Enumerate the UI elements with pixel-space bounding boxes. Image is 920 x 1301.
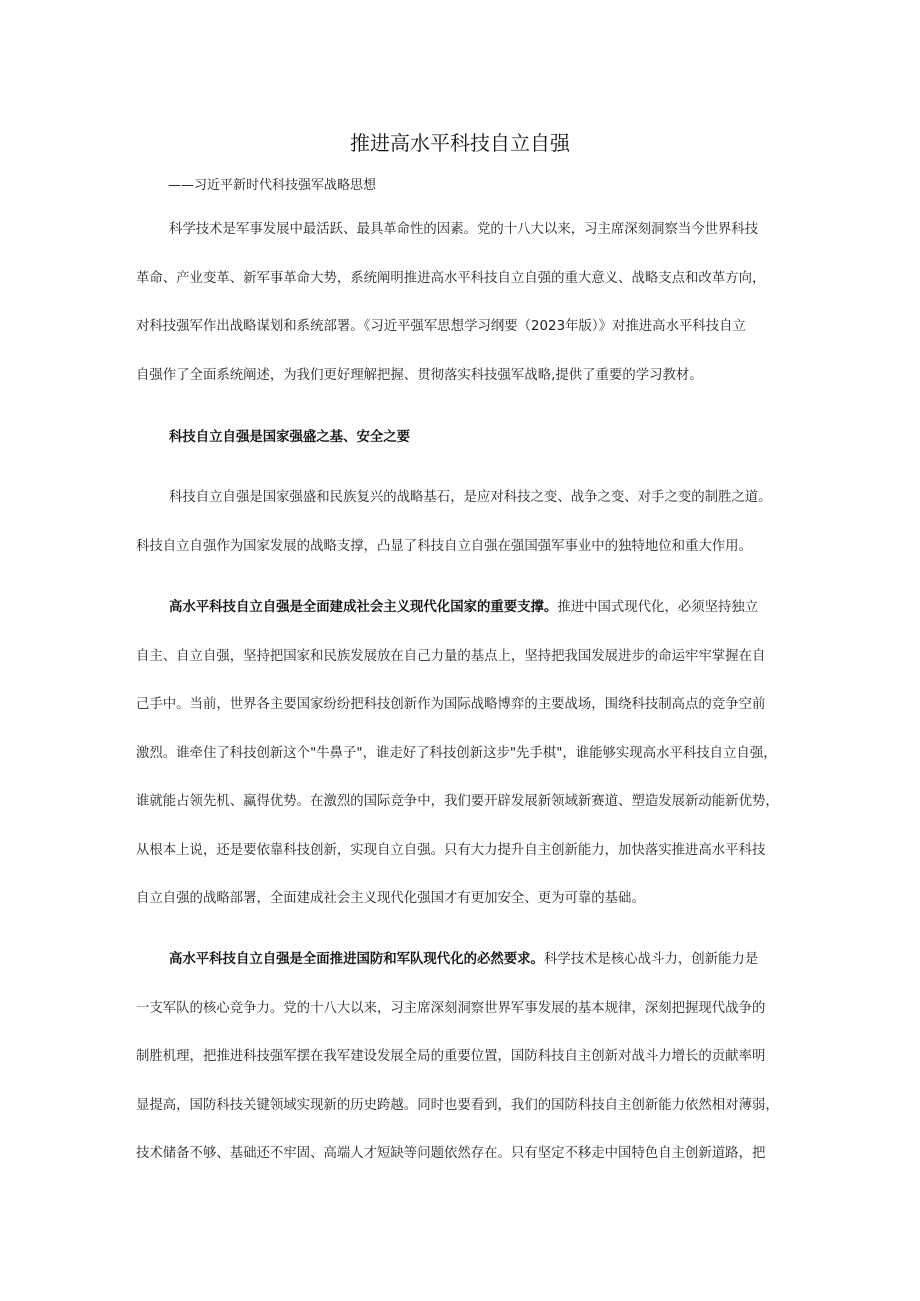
text-line: 自立自强的战略部署，全面建成社会主义现代化强国才有更加安全、更为可靠的基础。 [136,891,645,906]
text-line: 科学技术是军事发展中最活跃、最具革命性的因素。党的十八大以来，习主席深刻洞察当今世界科技 [169,222,759,237]
page-title: 推进高水平科技自立自强 [350,131,570,155]
text-line: 自主、自立自强，坚持把国家和民族发展放在自己力量的基点上，坚持把我国发展进步的命运牢牢掌握在自 [136,648,766,664]
text-line: 显提高，国防科技关键领域实现新的历史跨越。同时也要看到，我们的国防科技自主创新能力依然相对薄弱， [136,1097,779,1113]
intro-paragraph [136,206,786,400]
text-line: 技术储备不够、基础还不牢固、高端人才短缺等问题依然存在。只有坚定不移走中国特色自主创新道路，把 [136,1146,766,1161]
section-heading: 科技自立自强是国家强盛之基、安全之要 [169,430,411,445]
text-line: 科技自立自强是国家强盛和民族复兴的战略基石，是应对科技之变、战争之变、对手之变的制胜之道。 [169,490,772,505]
page-subtitle: ——习近平新时代科技强军战略思想 [168,178,377,193]
text-line: 谁就能占领先机、赢得优势。在激烈的国际竞争中，我们要开辟发展新领域新赛道、塑造发展新动能新优势， [136,794,779,809]
text-line [136,936,786,985]
text-line: 己手中。当前，世界各主要国家纷纷把科技创新作为国际战略博弈的主要战场，围绕科技制高点的竞争空前 [136,697,766,712]
text-line: 一支军队的核心竞争力。党的十八大以来，习主席深刻洞察世界军事发展的基本规律，深刻把握现代战争的 [136,1000,766,1016]
section-paragraph-2 [136,584,786,924]
text-line: 革命、产业变革、新军事革命大势，系统阐明推进高水平科技自立自强的重大意义、战略支点和改革方向， [136,270,766,286]
text-line: 自强作了全面系统阐述，为我们更好理解把握、贯彻落实科技强军战略,提供了重要的学习教材。 [136,367,703,383]
text-line: 从根本上说，还是要依靠科技创新，实现自立自强。只有大力提升自主创新能力，加快落实推进高水平科技 [136,842,766,858]
text-line: 激烈。谁牵住了科技创新这个"牛鼻子"，谁走好了科技创新这步"先手棋"，谁能够实现高水平科技自立自强， [136,745,777,761]
text-line: 科技自立自强作为国家发展的战略支撑，凸显了科技自立自强在强国强军事业中的独特地位和重大作用。 [136,538,752,554]
text-line [136,584,786,633]
section-paragraph-1 [136,474,786,571]
text-line: 制胜机理，把推进科技强军摆在我军建设发展全局的重要位置，国防科技自主创新对战斗力增长的贡献率明 [136,1049,766,1064]
lead-rest: 科学技术是核心战斗力，创新能力是 [543,952,759,967]
bold-lead: 高水平科技自立自强是全面建成社会主义现代化国家的重要支撑。 [169,600,558,615]
text-line: 对科技强军作出战略谋划和系统部署。《习近平强军思想学习纲要（2023年版）》对推进高水平科技自立 [136,319,746,334]
section-paragraph-3 [136,936,786,1179]
bold-lead: 高水平科技自立自强是全面推进国防和军队现代化的必然要求。 [169,952,544,967]
lead-rest: 推进中国式现代化，必须坚持独立 [557,600,759,615]
